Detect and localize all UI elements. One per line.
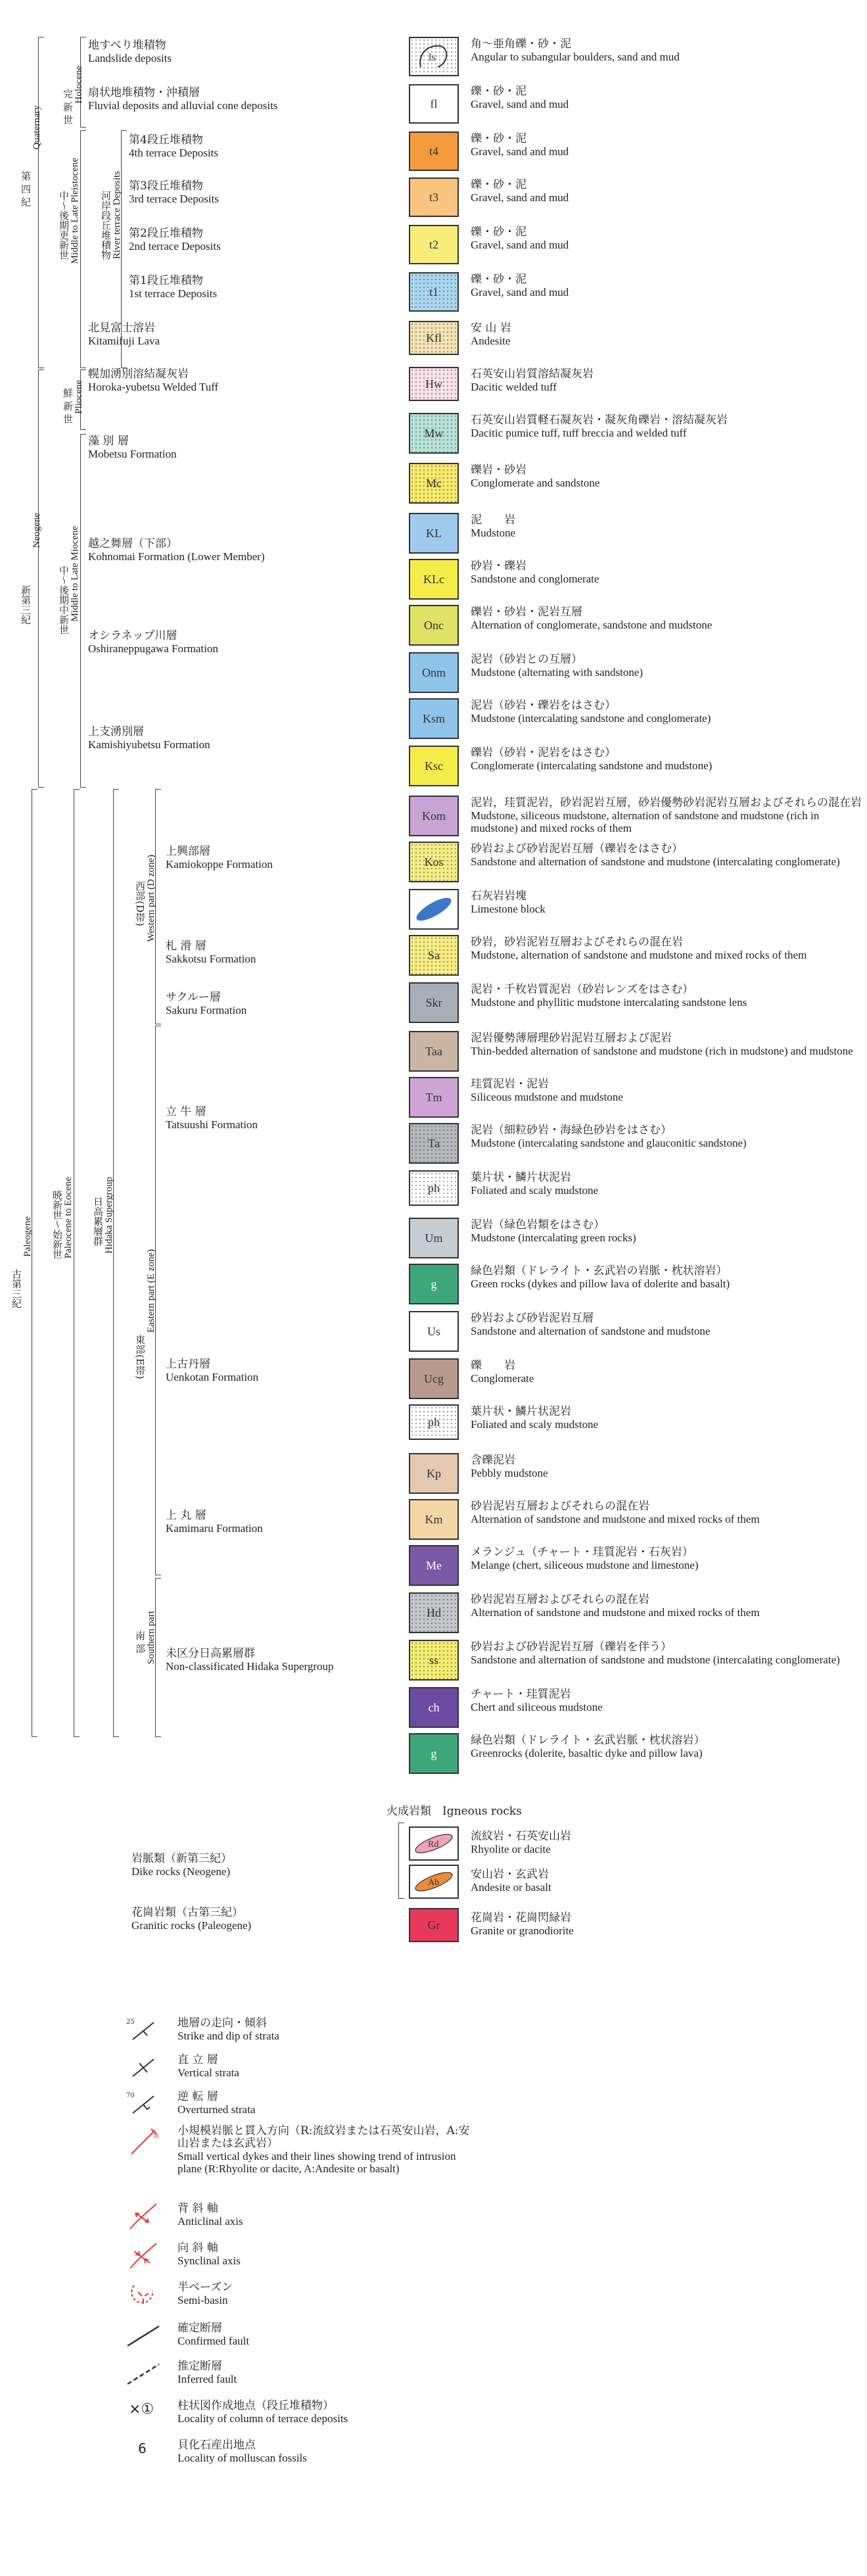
anticlinal-axis-icon — [125, 2200, 162, 2233]
formation-landslide: 地すべり堆積物 Landslide deposits — [88, 39, 172, 64]
overturned-strata-icon — [125, 2091, 162, 2117]
unit-code: t4 — [429, 144, 438, 158]
unit-description: メランジュ（チャート・珪質泥岩・石灰岩） Melange (chert, siliceous mudstone and limestone) — [471, 1546, 699, 1571]
unit-swatch-onc — [409, 605, 459, 646]
quaternary-jp: 第 四 紀 — [20, 171, 32, 207]
unit-description: 石灰岩岩塊 Limestone block — [471, 890, 546, 915]
unit-swatch-ls — [409, 889, 459, 930]
unit-swatch-um — [409, 1218, 459, 1258]
miocene-jp: 中～後期中新世 — [58, 565, 70, 634]
dike-rocks-label: 岩脈類（新第三紀） Dike rocks (Neogene) — [131, 1852, 232, 1878]
unit-description: 礫・砂・泥 Gravel, sand and mud — [471, 273, 569, 298]
strike-dip-icon — [125, 2017, 162, 2043]
unit-swatch-km — [409, 1499, 459, 1540]
neogene-en: Neogene — [32, 513, 42, 548]
paleocene-en: Paleocene to Eocene — [63, 1177, 74, 1259]
pleistocene-jp: 中～後期更新世 — [58, 191, 70, 260]
eastern-jp: 東部(E帯) — [134, 1335, 146, 1379]
unit-code: Onc — [424, 618, 444, 632]
southern-jp: 南 部 — [134, 1631, 146, 1654]
igneous-swatch-rd — [409, 1826, 459, 1861]
neogene-bracket — [38, 370, 44, 788]
unit-swatch-t4 — [409, 131, 459, 171]
unit-description: 礫岩（砂岩・泥岩をはさむ） Conglomerate (intercalating sandstone and mudstone) — [471, 746, 713, 772]
unit-swatch-mw — [409, 413, 459, 454]
unit-swatch-fl — [409, 84, 459, 124]
unit-code: Me — [426, 1558, 442, 1572]
unit-code: Taa — [425, 1044, 442, 1058]
unit-code: Sa — [428, 948, 440, 962]
unit-swatch-hd — [409, 1592, 459, 1633]
unit-swatch-kfl — [409, 321, 459, 355]
unit-code: ss — [429, 1653, 438, 1667]
unit-code: g — [431, 1746, 437, 1760]
unit-swatch-ta — [409, 1123, 459, 1164]
unit-code: KL — [426, 526, 442, 540]
igneous-description: 流紋岩・石英安山岩 Rhyolite or dacite — [471, 1830, 571, 1855]
inferred-fault-icon — [125, 2360, 162, 2387]
unit-swatch-klc — [409, 559, 459, 600]
pliocene-en: Pliocene — [74, 380, 84, 414]
unit-swatch-ch — [409, 1687, 459, 1728]
quaternary-bracket — [38, 37, 44, 368]
unit-code: Ta — [428, 1136, 440, 1150]
synclinal-axis-text: 向 斜 軸 Synclinal axis — [177, 2241, 241, 2267]
unit-code: Mw — [424, 426, 444, 440]
igneous-code: Ab — [428, 1878, 440, 1888]
unit-description: 石英安山岩質溶結凝灰岩 Dacitic welded tuff — [471, 368, 594, 393]
formation-t2: 第2段丘堆積物 2nd terrace Deposits — [129, 227, 221, 252]
unit-description: 泥岩（緑色岩類をはさむ） Mudstone (intercalating green rocks) — [471, 1218, 636, 1244]
igneous-code: Rd — [428, 1840, 439, 1849]
confirmed-fault-text: 確定断層 Confirmed fault — [177, 2322, 250, 2347]
hidaka-jp: 日高累層群 — [92, 1197, 104, 1246]
vertical-strata-text: 直 立 層 Vertical strata — [177, 2053, 239, 2079]
unit-swatch-mc — [409, 463, 459, 504]
unit-description: 泥岩（砂岩との互層） Mudstone (alternating with sandstone) — [471, 653, 644, 679]
unit-code: Us — [427, 1324, 440, 1338]
unit-description: 礫・砂・泥 Gravel, sand and mud — [471, 132, 569, 158]
inferred-fault-text: 推定断層 Inferred fault — [177, 2360, 237, 2385]
formation-kitamifuji: 北見富士溶岩 Kitamifuji Lava — [88, 322, 160, 347]
unit-description: 砂岩・礫岩 Sandstone and conglomerate — [471, 560, 599, 585]
unit-swatch-t2 — [409, 225, 459, 264]
unit-description: 石英安山岩質軽石凝灰岩・凝灰角礫岩・溶結凝灰岩 Dacitic pumice tuff, tuff breccia and welded tuff — [471, 414, 728, 439]
unit-swatch-me — [409, 1545, 459, 1586]
igneous-code: Gr — [427, 1918, 440, 1932]
unit-code: KLc — [423, 572, 444, 586]
unit-description: 礫・砂・泥 Gravel, sand and mud — [471, 178, 569, 204]
unit-code: Km — [425, 1512, 443, 1526]
pleistocene-en: Middle to Late Pleistocene — [70, 158, 80, 264]
paleogene-bracket — [32, 789, 37, 1737]
unit-code: Ksm — [422, 711, 445, 725]
formation-fluvial: 扇状地堆積物・沖積層 Fluvial deposits and alluvial cone deposits — [88, 86, 278, 112]
unit-swatch-onm — [409, 652, 459, 693]
unit-description: 砂岩泥岩互層およびそれらの混在岩 Alternation of sandstone and mudstone and mixed rocks of them — [471, 1500, 760, 1525]
landslide-icon — [414, 41, 454, 72]
unit-code: t1 — [429, 285, 438, 298]
unit-code: fl — [430, 97, 438, 110]
unit-swatch-ksm — [409, 698, 459, 739]
unit-swatch-kl — [409, 513, 459, 554]
unit-code: Tm — [425, 1090, 442, 1104]
unit-code: Mc — [426, 476, 442, 490]
formation-kamimaru: 上 丸 層 Kamimaru Formation — [166, 1509, 263, 1535]
holocene-en: Holocene — [74, 66, 84, 104]
unit-description: 珪質泥岩・泥岩 Siliceous mudstone and mudstone — [471, 1078, 623, 1103]
unit-description: 泥 岩 Mudstone — [471, 513, 515, 539]
holocene-jp: 完 新 世 — [62, 89, 74, 125]
neogene-jp: 新第三紀 — [20, 585, 32, 625]
unit-description: 緑色岩類（ドレライト・玄武岩脈・枕状溶岩） Greenrocks (dolerite, basaltic dyke and pillow lava) — [471, 1734, 705, 1759]
unit-swatch-kos — [409, 842, 459, 882]
unit-swatch-ph — [409, 1170, 459, 1206]
unit-description: 礫岩・砂岩 Conglomerate and sandstone — [471, 464, 600, 489]
miocene-bracket — [80, 434, 86, 788]
unit-description: 葉片状・鱗片状泥岩 Foliated and scaly mudstone — [471, 1171, 599, 1197]
unit-code: Kos — [424, 855, 444, 869]
unit-code: ph — [428, 1181, 440, 1195]
terrace-column-text: 柱状図作成地点（段丘堆積物） Locality of column of terrace deposits — [177, 2399, 348, 2425]
synclinal-axis-icon — [125, 2239, 162, 2272]
formation-non-classified: 未区分日高累層群 Non-classificated Hidaka Supergroup — [166, 1647, 334, 1673]
unit-swatch-ls — [409, 37, 459, 76]
paleocene-bracket — [74, 789, 80, 1737]
overturned-strata-label: 70 — [126, 2092, 135, 2099]
unit-swatch-ksc — [409, 746, 459, 786]
formation-kamishiyubetsu: 上支湧別層 Kamishiyubetsu Formation — [88, 725, 210, 751]
unit-swatch-kom — [409, 796, 459, 836]
unit-swatch-hw — [409, 367, 459, 401]
formation-kohnomai: 越之舞層（下部） Kohnomai Formation (Lower Member) — [88, 537, 265, 563]
unit-description: 泥岩（細粒砂岩・海緑色砂岩をはさむ） Mudstone (intercalating sandstone and glauconitic sandstone) — [471, 1124, 747, 1149]
unit-swatch-ucg — [409, 1358, 459, 1399]
unit-description: 泥岩（砂岩・礫岩をはさむ） Mudstone (intercalating sandstone and conglomerate) — [471, 699, 711, 725]
dike-bracket — [398, 1823, 404, 1899]
unit-swatch-skr — [409, 982, 459, 1023]
formation-mobetsu: 藻 別 層 Mobetsu Formation — [88, 435, 177, 460]
unit-code: ph — [428, 1415, 440, 1429]
igneous-description: 安山岩・玄武岩 Andesite or basalt — [471, 1868, 551, 1894]
unit-code: Ucg — [424, 1371, 444, 1385]
western-jp: 西部(D帯) — [134, 881, 146, 926]
semi-basin-icon — [125, 2279, 162, 2312]
unit-swatch-t3 — [409, 178, 459, 217]
confirmed-fault-icon — [125, 2322, 162, 2349]
strike-dip-text: 地層の走向・傾斜 Strike and dip of strata — [177, 2016, 279, 2042]
eastern-en: Eastern part (E zone) — [146, 1249, 156, 1333]
unit-description: 砂岩，砂岩泥岩互層およびそれらの混在岩 Mudstone, alternation of sandstone and mudstone and mixed rocks of them — [471, 936, 807, 961]
svg-text:ls: ls — [429, 52, 436, 63]
unit-description: 含礫泥岩 Pebbly mudstone — [471, 1454, 548, 1479]
unit-code: Kfl — [426, 331, 442, 345]
unit-description: 砂岩泥岩互層およびそれらの混在岩 Alternation of sandstone and mudstone and mixed rocks of them — [471, 1593, 760, 1619]
unit-swatch-sa — [409, 935, 459, 976]
unit-description: 泥岩優勢薄層理砂岩泥岩互層および泥岩 Thin-bedded alternation of sandstone and mudstone (rich in mudstone) and mudstone — [471, 1032, 853, 1057]
hidaka-en: Hidaka Supergroup — [104, 1177, 114, 1254]
unit-swatch-tm — [409, 1077, 459, 1118]
igneous-swatch-gr — [409, 1908, 459, 1942]
small-dyke-text: 小規模岩脈と貫入方向（R:流紋岩または石英安山岩，A:安山岩または玄武岩） Small vertical dykes and their lines showing trend of intrusion plane (R:Rhyolite or dacite, A:Andesite or basalt) — [177, 2124, 470, 2175]
formation-t3: 第3段丘堆積物 3rd terrace Deposits — [129, 179, 219, 205]
molluscan-fossil-text: 貝化石産出地点 Locality of molluscan fossils — [177, 2439, 307, 2464]
unit-description: 砂岩および砂岩泥岩互層（礫岩を伴う） Sandstone and alternation of sandstone and mudstone (intercalating conglomerate) — [471, 1640, 840, 1666]
formation-kamiokoppe: 上興部層 Kamiokoppe Formation — [166, 845, 273, 871]
pleistocene-bracket — [80, 130, 86, 368]
unit-description: 砂岩および砂岩泥岩互層 Sandstone and alternation of sandstone and mudstone — [471, 1312, 711, 1337]
paleocene-jp: 暁新世～始新世 — [51, 1190, 63, 1259]
southern-en: Southern part — [146, 1611, 156, 1665]
limestone-lens-icon — [412, 894, 456, 925]
quaternary-en: Quaternary — [32, 105, 42, 150]
pliocene-jp: 鮮 新 世 — [62, 388, 74, 424]
paleogene-en: Paleogene — [22, 1216, 33, 1257]
unit-description: 安 山 岩 Andesite — [471, 322, 511, 347]
unit-code: t2 — [429, 237, 438, 251]
formation-horoka: 幌加湧別溶結凝灰岩 Horoka-yubetsu Welded Tuff — [88, 368, 219, 393]
anticlinal-axis-text: 背 斜 軸 Anticlinal axis — [177, 2202, 243, 2228]
strike-dip-label: 25 — [126, 2018, 135, 2026]
vertical-strata-icon — [125, 2054, 162, 2080]
unit-swatch-us — [409, 1311, 459, 1352]
unit-swatch-g — [409, 1264, 459, 1304]
unit-swatch-kp — [409, 1453, 459, 1494]
unit-code: t3 — [429, 190, 438, 204]
unit-description: 砂岩および砂岩泥岩互層（礫岩をはさむ） Sandstone and alternation of sandstone and mudstone (intercalating conglomerate) — [471, 842, 840, 868]
unit-swatch-t1 — [409, 272, 459, 312]
river-terrace-jp: 河岸段丘堆積物 — [100, 191, 112, 260]
formation-t1: 第1段丘堆積物 1st terrace Deposits — [129, 274, 218, 300]
unit-description: 緑色岩類（ドレライト・玄武岩の岩脈・枕状溶岩） Green rocks (dykes and pillow lava of dolerite and basalt) — [471, 1264, 730, 1290]
unit-description: 泥岩・千枚岩質泥岩（砂岩レンズをはさむ） Mudstone and phyllitic mudstone intercalating sandstone lens — [471, 983, 747, 1009]
unit-code: Onm — [422, 665, 446, 679]
granitic-rocks-label: 花崗岩類（古第三紀） Granitic rocks (Paleogene) — [131, 1906, 252, 1932]
unit-code: Skr — [425, 995, 442, 1009]
terrace-column-icon: ×① — [129, 2401, 154, 2418]
hidaka-bracket — [113, 789, 119, 1737]
unit-swatch-ph — [409, 1404, 459, 1440]
igneous-heading: 火成岩類 Igneous rocks — [387, 1805, 522, 1818]
unit-description: 礫 岩 Conglomerate — [471, 1359, 534, 1385]
small-dyke-icon — [125, 2125, 162, 2158]
semi-basin-text: 半ベーズン Semi-basin — [177, 2281, 233, 2306]
unit-code: g — [431, 1277, 437, 1291]
unit-description: 葉片状・鱗片状泥岩 Foliated and scaly mudstone — [471, 1405, 599, 1431]
igneous-description: 花崗岩・花崗閃緑岩 Granite or granodiorite — [471, 1911, 574, 1937]
molluscan-fossil-icon: 6 — [138, 2441, 147, 2456]
formation-sakuru: サクルー層 Sakuru Formation — [166, 991, 247, 1016]
unit-code: Kom — [422, 809, 446, 823]
formation-t4: 第4段丘堆積物 4th terrace Deposits — [129, 133, 218, 159]
unit-code: Ksc — [425, 759, 443, 773]
small-dyke-label: R — [154, 2133, 159, 2140]
unit-code: Hw — [425, 377, 442, 391]
formation-oshiraneppugawa: オシラネップ川層 Oshiraneppugawa Formation — [88, 629, 218, 655]
unit-swatch-taa — [409, 1031, 459, 1072]
unit-code: Um — [425, 1231, 443, 1245]
paleogene-jp: 古第三紀 — [11, 1269, 22, 1308]
overturned-strata-text: 逆 転 層 Overturned strata — [177, 2090, 256, 2116]
unit-code: Hd — [427, 1606, 441, 1619]
unit-description: チャート・珪質泥岩 Chert and siliceous mudstone — [471, 1688, 603, 1713]
formation-tatsuushi: 立 牛 層 Tatsuushi Formation — [166, 1105, 258, 1131]
unit-description: 礫岩・砂岩・泥岩互層 Alternation of conglomerate, sandstone and mudstone — [471, 606, 713, 631]
unit-swatch-g — [409, 1733, 459, 1774]
unit-description: 角～亜角礫・砂・泥 Angular to subangular boulders, sand and mud — [471, 37, 680, 63]
formation-uenkotan: 上古丹層 Uenkotan Formation — [166, 1358, 259, 1383]
western-en: Western part (D zone) — [146, 855, 156, 942]
unit-code: ch — [428, 1700, 440, 1714]
unit-swatch-ss — [409, 1640, 459, 1681]
igneous-swatch-ab — [409, 1865, 459, 1899]
formation-sakkotsu: 札 滑 層 Sakkotsu Formation — [166, 940, 256, 965]
unit-description: 礫・砂・泥 Gravel, sand and mud — [471, 85, 569, 110]
miocene-en: Middle to Late Miocene — [70, 526, 80, 622]
unit-code: Kp — [427, 1466, 441, 1480]
unit-description: 礫・砂・泥 Gravel, sand and mud — [471, 226, 569, 251]
unit-description: 泥岩，珪質泥岩，砂岩泥岩互層，砂岩優勢砂岩泥岩互層およびそれらの混在岩 Mudstone, siliceous mudstone, alternation of sandstone and mudstone (rich in mudstone) and mixed rocks of them — [471, 796, 862, 834]
river-terrace-en: River terrace Deposits — [112, 171, 122, 260]
